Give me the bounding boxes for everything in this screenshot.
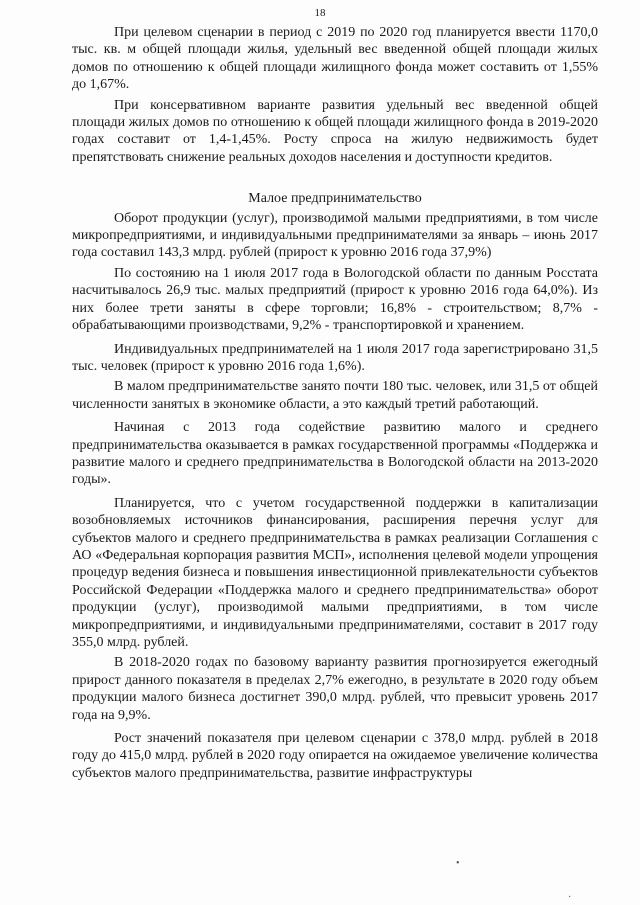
section-title: Малое предпринимательство [248,191,422,207]
paragraph: По состоянию на 1 июля 2017 года в Вологодской области по данным Росстата насчитывалось 26,9 тыс. малых предприятий (прирост к уровню 2016 года 64,0%). Из них более трети заняты в сфере торговли; 16,8% - строительством; 8,7% - обрабатывающими производствами, 9,2% - транспортировкой и хранением. [72,265,598,334]
stray-mark: • [456,858,460,869]
document-body [72,24,598,785]
stray-mark: · [568,892,572,903]
paragraph: Рост значений показателя при целевом сценарии с 378,0 млрд. рублей в 2018 году до 415,0 млрд. рублей в 2020 году опирается на ожидаемое увеличение количества субъектов малого предпринимательства, развитие инфраструктуры [72,731,598,781]
paragraph: Оборот продукции (услуг), производимой малыми предприятиями, в том числе микропредприятиями, и индивидуальными предпринимателями за январь – июнь 2017 года составил 143,3 млрд. рублей (прирост к уровню 2016 года 37,9%) [72,210,598,261]
paragraph: Индивидуальных предпринимателей на 1 июля 2017 года зарегистрировано 31,5 тыс. человек (прирост к уровню 2016 года 1,6%). [72,341,598,374]
paragraph: При целевом сценарии в период с 2019 по 2020 год планируется ввести 1170,0 тыс. кв. м общей площади жилья, удельный вес введенной общей площади жилых домов по отношению к общей площади жилищного фонда может составить от 1,55% до 1,67%. [72,25,598,93]
paragraph: В малом предпринимательстве занято почти 180 тыс. человек, или 31,5 от общей численности занятых в экономике области, а это каждый третий работающий. [72,379,598,412]
paragraph: Начиная с 2013 года содействие развитию малого и среднего предпринимательства оказывается в рамках государственной программы «Поддержка и развитие малого и среднего предпринимательства в Вологодской области на 2013-2020 годы». [72,420,598,488]
paragraph: В 2018-2020 годах по базовому варианту развития прогнозируется ежегодный прирост данного показателя в пределах 2,7% ежегодно, в результате в 2020 году объем продукции малого бизнеса достигнет 390,0 млрд. рублей, что превысит уровень 2017 года на 9,9%. [72,655,598,723]
paragraph: При консервативном варианте развития удельный вес введенной общей площади жилых домов по отношению к общей площади жилищного фонда в 2019-2020 годах составит от 1,4-1,45%. Росту спроса на жилую недвижимость будет препятствовать снижение реальных доходов населения и доступности кредитов. [72,97,598,165]
page-number: 18 [314,7,326,19]
paragraph: Планируется, что с учетом государственной поддержки в капитализации возобновляемых источников финансирования, расширения перечня услуг для субъектов малого и среднего предпринимательства в рамках реализации Соглашения с АО «Федеральная корпорация развития МСП», исполнения целевой модели упрощения процедур ведения бизнеса и повышения инвестиционной привлекательности субъектов Российской Федерации «Поддержка малого и среднего предпринимательства» оборот продукции (услуг), производимой малыми предприятиями, в том числе микропредприятиями, и индивидуальными предпринимателями, составит в 2017 году 355,0 млрд. рублей. [72,495,598,650]
